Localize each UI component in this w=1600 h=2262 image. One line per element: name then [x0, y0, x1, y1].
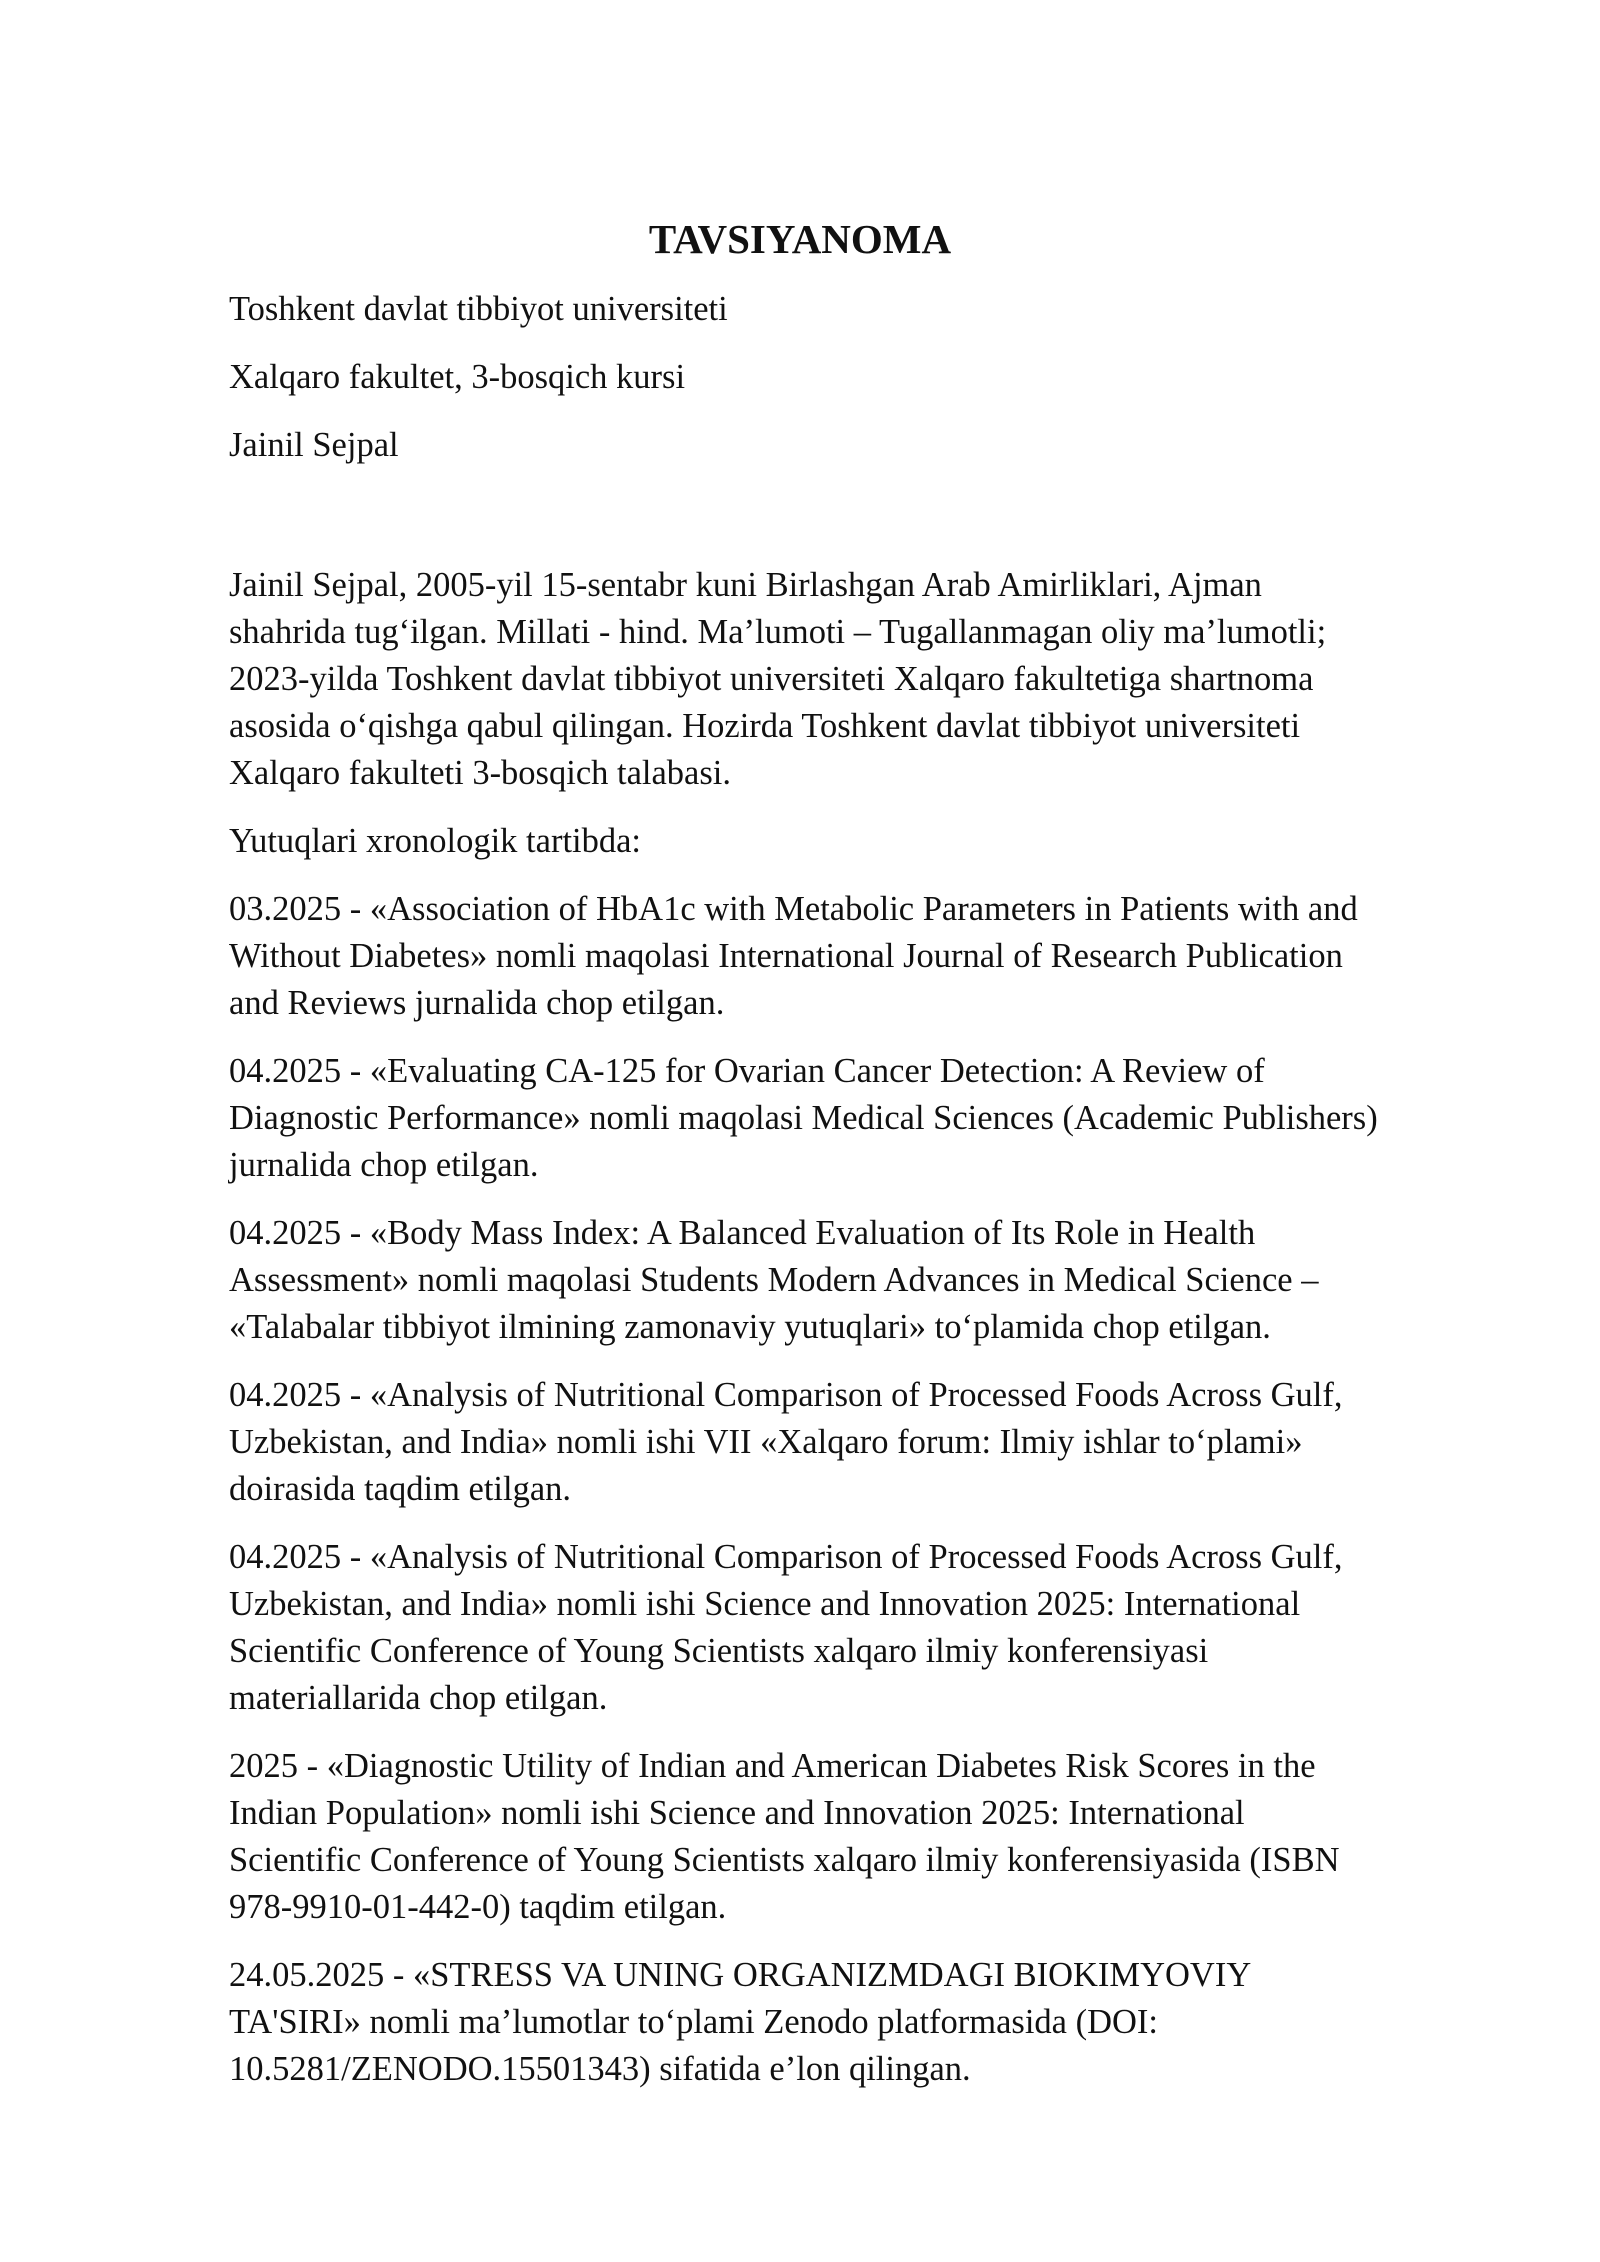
- recipient-header: [229, 286, 1529, 490]
- achievement-item: [229, 1534, 1529, 1722]
- text-line: Scientific Conference of Young Scientists xalqaro ilmiy konferensiyasida (ISBN: [229, 1841, 1340, 1879]
- intro-paragraph: [229, 562, 1529, 797]
- achievement-item: [229, 1210, 1529, 1351]
- achievement-item: [229, 1372, 1529, 1513]
- student-name: Jainil Sejpal: [229, 426, 399, 464]
- text-line: asosida o‘qishga qabul qilingan. Hozirda Toshkent davlat tibbiyot universiteti: [229, 707, 1301, 745]
- text-line: TA'SIRI» nomli ma’lumotlar to‘plami Zenodo platformasida (DOI:: [229, 2003, 1159, 2041]
- text-line: 978-9910-01-442-0) taqdim etilgan.: [229, 1888, 727, 1926]
- text-line: Indian Population» nomli ishi Science and Innovation 2025: International: [229, 1794, 1245, 1832]
- university-name: Toshkent davlat tibbiyot universiteti: [229, 290, 728, 328]
- achievement-item: [229, 886, 1529, 1027]
- text-line: Uzbekistan, and India» nomli ishi VII «Xalqaro forum: Ilmiy ishlar to‘plami»: [229, 1423, 1303, 1461]
- text-line: 2023-yilda Toshkent davlat tibbiyot universiteti Xalqaro fakultetiga shartnoma: [229, 660, 1314, 698]
- text-line: 04.2025 - «Analysis of Nutritional Comparison of Processed Foods Across Gulf,: [229, 1376, 1343, 1414]
- achievements-heading: Yutuqlari xronologik tartibda:: [229, 822, 642, 860]
- document-title: TAVSIYANOMA: [648, 216, 952, 262]
- text-line: 03.2025 - «Association of HbA1c with Metabolic Parameters in Patients with and: [229, 890, 1358, 928]
- text-line: 04.2025 - «Evaluating CA-125 for Ovarian Cancer Detection: A Review of: [229, 1052, 1265, 1090]
- faculty-course: Xalqaro fakultet, 3-bosqich kursi: [229, 358, 686, 396]
- text-line: 2025 - «Diagnostic Utility of Indian and American Diabetes Risk Scores in the: [229, 1747, 1316, 1785]
- document-body: [229, 562, 1529, 2114]
- text-line: Scientific Conference of Young Scientists xalqaro ilmiy konferensiyasi: [229, 1632, 1209, 1670]
- achievement-item: [229, 1743, 1529, 1931]
- text-line: shahrida tug‘ilgan. Millati - hind. Ma’lumoti – Tugallanmagan oliy ma’lumotli;: [229, 613, 1327, 651]
- text-line: Uzbekistan, and India» nomli ishi Science and Innovation 2025: International: [229, 1585, 1301, 1623]
- text-line: 04.2025 - «Analysis of Nutritional Comparison of Processed Foods Across Gulf,: [229, 1538, 1343, 1576]
- text-line: 10.5281/ZENODO.15501343) sifatida e’lon qilingan.: [229, 2050, 971, 2088]
- text-line: Xalqaro fakulteti 3-bosqich talabasi.: [229, 754, 732, 792]
- text-line: jurnalida chop etilgan.: [229, 1146, 539, 1184]
- text-line: Jainil Sejpal, 2005-yil 15-sentabr kuni Birlashgan Arab Amirliklari, Ajman: [229, 566, 1262, 604]
- text-line: Diagnostic Performance» nomli maqolasi Medical Sciences (Academic Publishers): [229, 1099, 1378, 1137]
- achievement-item: [229, 1048, 1529, 1189]
- text-line: Assessment» nomli maqolasi Students Modern Advances in Medical Science –: [229, 1261, 1319, 1299]
- text-line: «Talabalar tibbiyot ilmining zamonaviy yutuqlari» to‘plamida chop etilgan.: [229, 1308, 1271, 1346]
- text-line: doirasida taqdim etilgan.: [229, 1470, 572, 1508]
- text-line: materiallarida chop etilgan.: [229, 1679, 608, 1717]
- text-line: 04.2025 - «Body Mass Index: A Balanced Evaluation of Its Role in Health: [229, 1214, 1256, 1252]
- text-line: 24.05.2025 - «STRESS VA UNING ORGANIZMDAGI BIOKIMYOVIY: [229, 1956, 1252, 1994]
- text-line: and Reviews jurnalida chop etilgan.: [229, 984, 725, 1022]
- achievement-item: [229, 1952, 1529, 2093]
- text-line: Without Diabetes» nomli maqolasi International Journal of Research Publication: [229, 937, 1343, 975]
